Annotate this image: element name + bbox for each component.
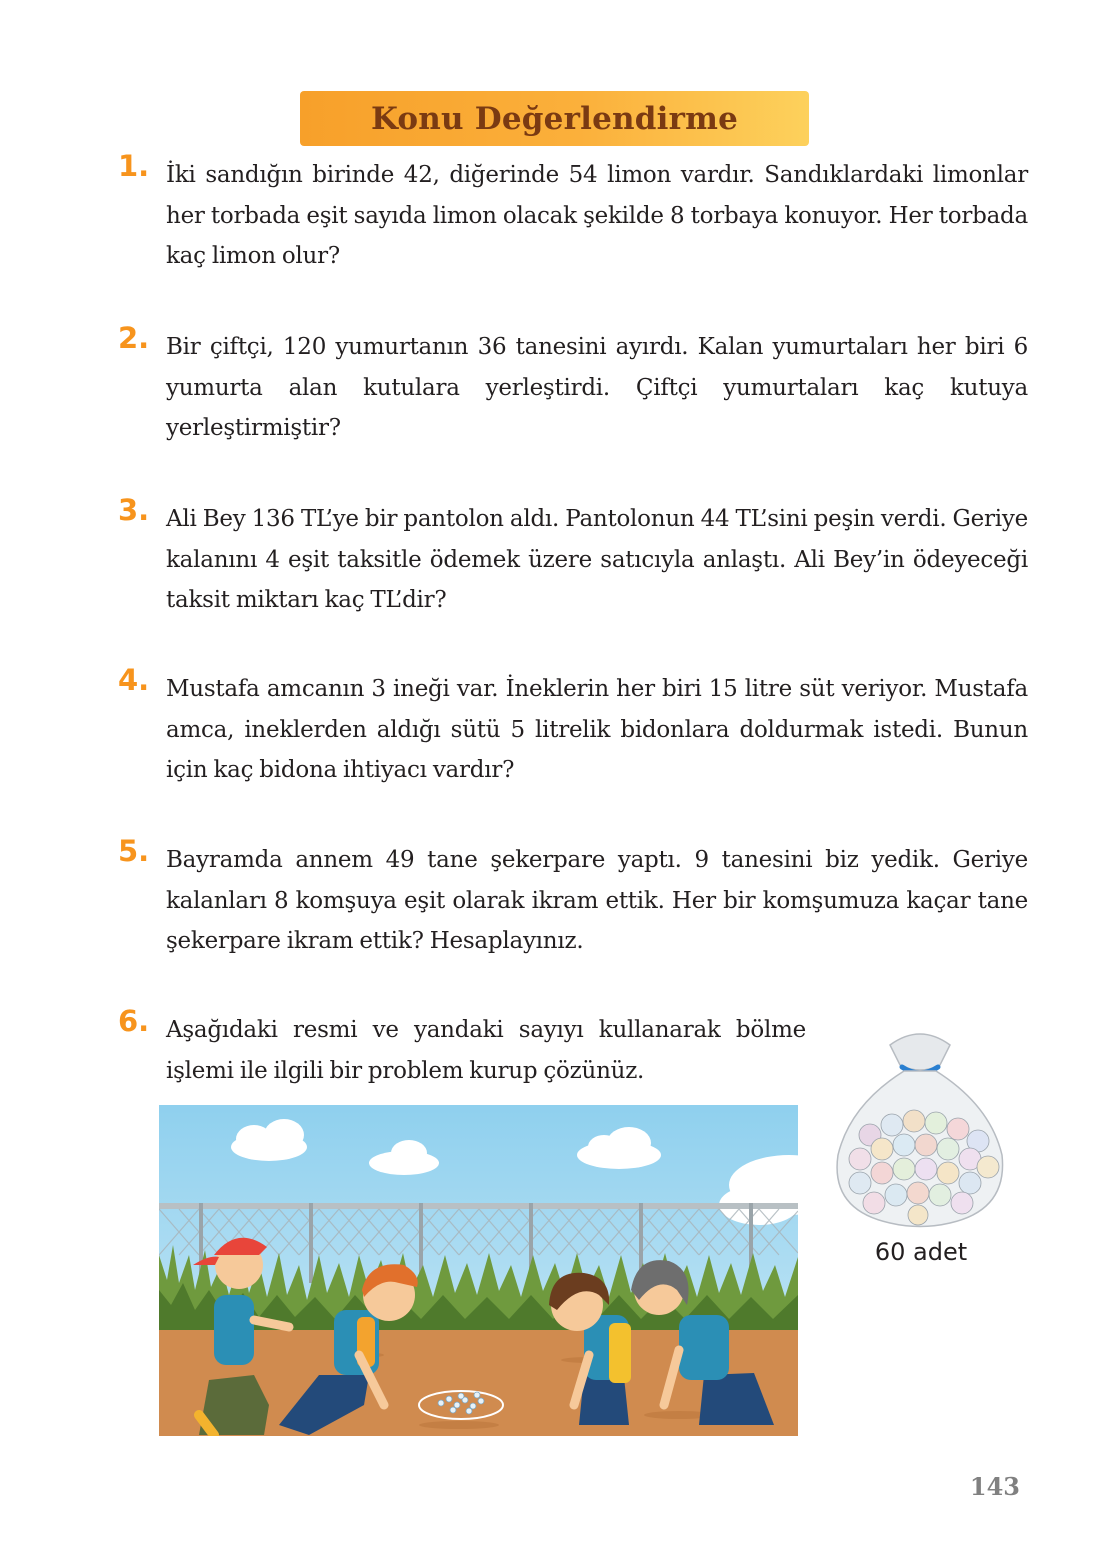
page-number: 143 (969, 1472, 1020, 1501)
marble-bag-image (830, 1025, 1010, 1235)
question-text: Bir çiftçi, 120 yumurtanın 36 tanesini ayırdı. Kalan yumurtaları her biri 6 yumurta alan kutulara yerleştirdi. Çiftçi yumurtaları kaç kutuya yerleştirmiştir? (166, 334, 1028, 441)
question-3 (118, 493, 1028, 621)
question-text: Ali Bey 136 TL’ye bir pantolon aldı. Pantolonun 44 TL’sini peşin verdi. Geriye kalanını 4 eşit taksitle ödemek üzere satıcıyla anlaştı. Ali Bey’in ödeyeceği taksit miktarı kaç TL’dir? (166, 506, 1028, 613)
section-title: Konu Değerlendirme (370, 100, 739, 137)
question-5 (118, 834, 1028, 962)
question-number: 3. (118, 493, 150, 527)
question-number: 1. (118, 149, 150, 183)
question-number: 2. (118, 321, 150, 355)
question-text: İki sandığın birinde 42, diğerinde 54 limon vardır. Sandıklardaki limonlar her torbada eşit sayıda limon olacak şekilde 8 torbaya konuyor. Her torbada kaç limon olur? (166, 162, 1028, 269)
children-playing-marbles-illustration (159, 1105, 798, 1436)
section-title-banner (300, 91, 809, 146)
question-1 (118, 149, 1028, 277)
question-4 (118, 663, 1028, 791)
question-number: 5. (118, 834, 150, 868)
question-number: 6. (118, 1004, 150, 1038)
question-2 (118, 321, 1028, 449)
question-text: Bayramda annem 49 tane şekerpare yaptı. 9 tanesini biz yedik. Geriye kalanları 8 komşuya eşit olarak ikram ettik. Her bir komşumuza kaçar tane şekerpare ikram ettik? Hesaplayınız. (166, 847, 1028, 954)
question-number: 4. (118, 663, 150, 697)
question-text: Aşağıdaki resmi ve yandaki sayıyı kullanarak bölme işlemi ile ilgili bir problem kurup çözünüz. (166, 1017, 806, 1084)
question-text: Mustafa amcanın 3 ineği var. İneklerin her biri 15 litre süt veriyor. Mustafa amca, ineklerden aldığı sütü 5 litrelik bidonlara doldurmak istedi. Bunun için kaç bidona ihtiyacı vardır? (166, 676, 1028, 783)
marble-count-label: 60 adet (874, 1238, 968, 1266)
